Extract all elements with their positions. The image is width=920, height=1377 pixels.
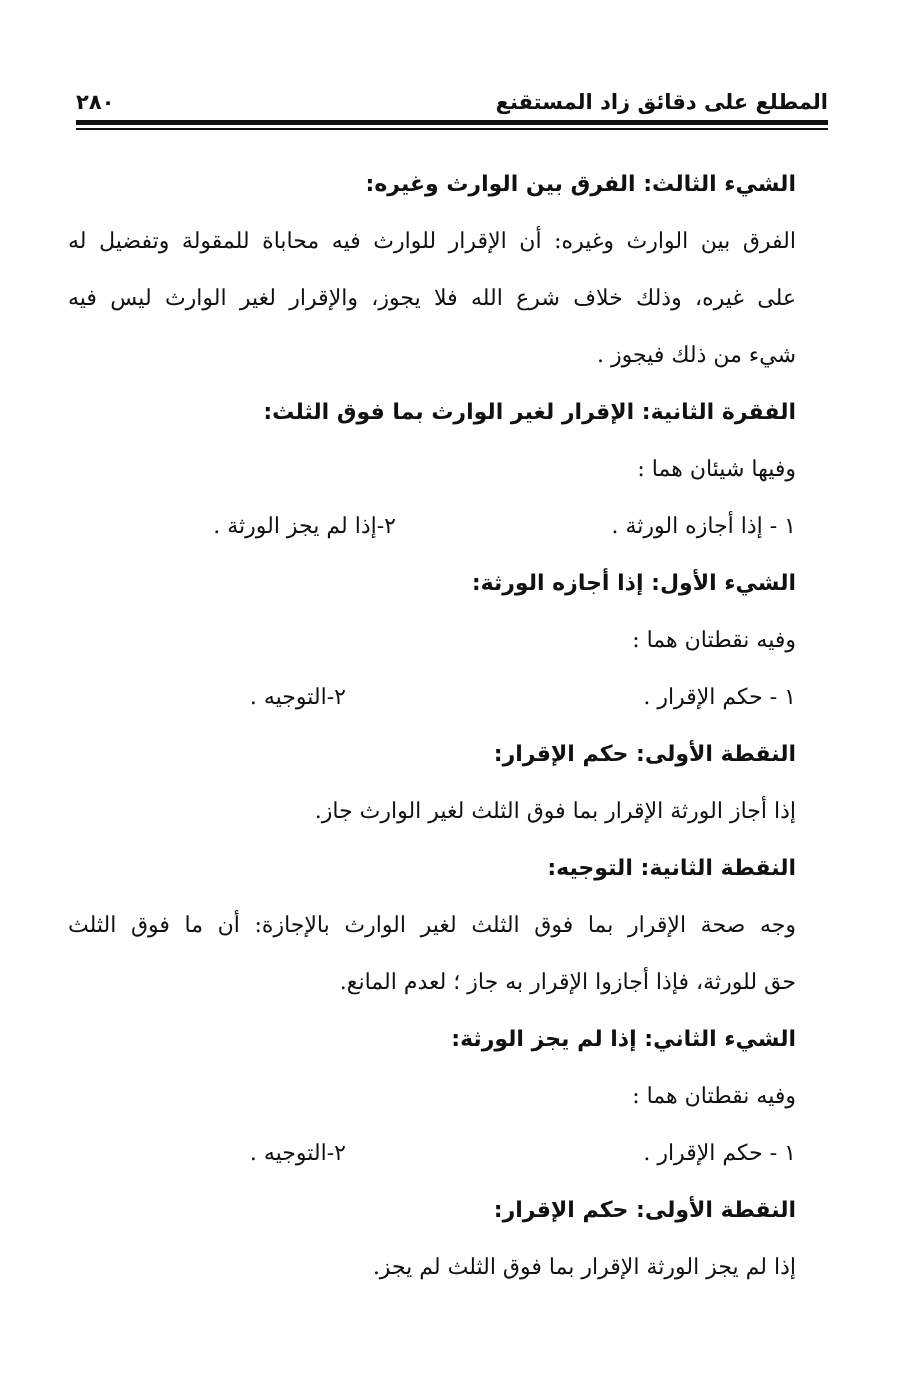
header-rule-thick [76, 120, 828, 125]
paragraph-line: إذا أجاز الورثة الإقرار بما فوق الثلث لغير الوارث جاز. [314, 799, 796, 824]
intro-line: وفيها شيئان هما : [637, 457, 796, 482]
list-item: ١ - حكم الإقرار . [643, 1141, 796, 1166]
section-heading: الفقرة الثانية: الإقرار لغير الوارث بما فوق الثلث: [263, 400, 796, 425]
list-item: ٢-إذا لم يجز الورثة . [213, 514, 396, 539]
paragraph-line: الفرق بين الوارث وغيره: أن الإقرار للوارث فيه محاباة للمقولة وتفضيل له [68, 229, 796, 254]
paragraph-line: وجه صحة الإقرار بما فوق الثلث لغير الوارث بالإجازة: أن ما فوق الثلث [68, 913, 796, 938]
section-heading: الشيء الثاني: إذا لم يجز الورثة: [451, 1027, 796, 1052]
running-header [76, 88, 828, 118]
list-item: ٢-التوجيه . [249, 1141, 346, 1166]
book-title: المطلع على دقائق زاد المستقنع [495, 90, 828, 114]
list-item: ١ - إذا أجازه الورثة . [611, 514, 796, 539]
paragraph-line: شيء من ذلك فيجوز . [597, 343, 796, 368]
intro-line: وفيه نقطتان هما : [632, 628, 796, 653]
section-heading: الشيء الأول: إذا أجازه الورثة: [471, 571, 796, 596]
list-row [76, 1125, 796, 1182]
paragraph-line: إذا لم يجز الورثة الإقرار بما فوق الثلث لم يجز. [372, 1255, 796, 1280]
intro-line: وفيه نقطتان هما : [632, 1084, 796, 1109]
section-heading: النقطة الأولى: حكم الإقرار: [493, 742, 796, 767]
paragraph-line: على غيره، وذلك خلاف شرع الله فلا يجوز، والإقرار لغير الوارث ليس فيه [68, 286, 796, 311]
list-item: ٢-التوجيه . [249, 685, 346, 710]
page-body [68, 156, 796, 1296]
header-rule-thin [76, 128, 828, 130]
section-heading: النقطة الأولى: حكم الإقرار: [493, 1198, 796, 1223]
paragraph-line: حق للورثة، فإذا أجازوا الإقرار به جاز ؛ لعدم المانع. [339, 970, 796, 995]
page-number: ٢٨٠ [76, 90, 115, 114]
list-row [76, 669, 796, 726]
section-heading: النقطة الثانية: التوجيه: [547, 856, 796, 881]
section-heading: الشيء الثالث: الفرق بين الوارث وغيره: [365, 172, 796, 197]
list-row [76, 498, 796, 555]
list-item: ١ - حكم الإقرار . [643, 685, 796, 710]
